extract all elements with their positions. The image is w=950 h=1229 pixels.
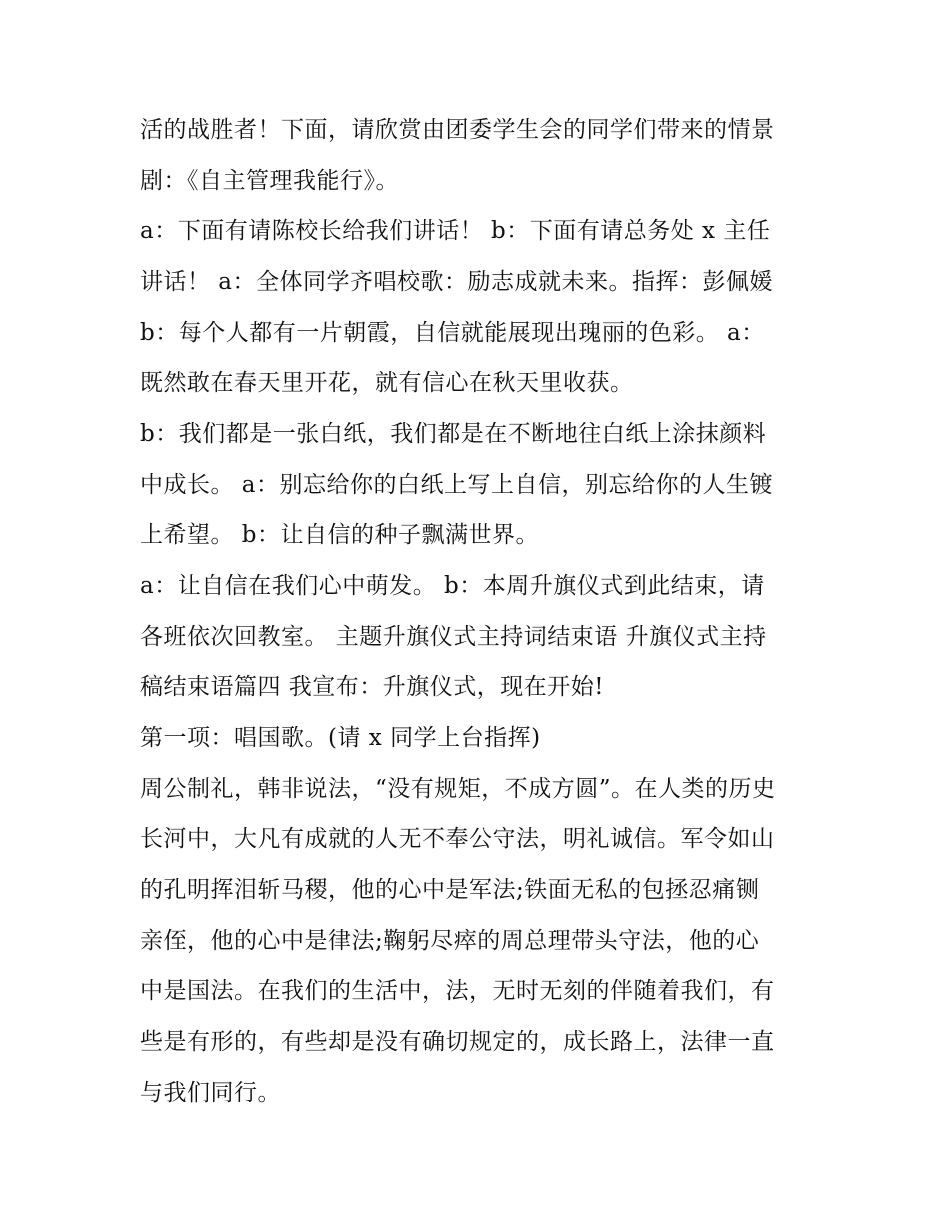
text-line: 活的战胜者！下面，请欣赏由团委学生会的同学们带来的情景 (140, 117, 775, 143)
text-line: 中成长。 a：别忘给你的白纸上写上自信，别忘给你的人生镀 (140, 472, 774, 498)
text-line: 稿结束语篇四 我宣布：升旗仪式，现在开始! (140, 674, 605, 700)
text-line: 剧：《自主管理我能行》。 (140, 168, 399, 194)
text-line: 讲话！ a：全体同学齐唱校歌：励志成就未来。指挥：彭佩媛 (140, 269, 774, 295)
text-line: 亲侄，他的心中是律法;鞠躬尽瘁的周总理带头守法，他的心 (140, 928, 760, 954)
text-line: 与我们同行。 (140, 1080, 281, 1106)
text-line: 中是国法。在我们的生活中，法，无时无刻的伴随着我们，有 (140, 978, 775, 1004)
text-line: b：我们都是一张白纸，我们都是在不断地往白纸上涂抹颜料 (140, 421, 767, 447)
text-line: 周公制礼，韩非说法，“没有规矩，不成方圆”。在人类的历史 (140, 776, 776, 802)
text-line: b：每个人都有一片朝霞，自信就能展现出瑰丽的色彩。 a： (140, 320, 765, 346)
text-line: 些是有形的，有些却是没有确切规定的，成长路上，法律一直 (140, 1029, 775, 1055)
text-line: a：让自信在我们心中萌发。 b：本周升旗仪式到此结束，请 (140, 573, 765, 599)
text-line: 各班依次回教室。 主题升旗仪式主持词结束语 升旗仪式主持 (140, 624, 767, 650)
text-line: 上希望。 b：让自信的种子飘满世界。 (140, 522, 540, 548)
text-line: 既然敢在春天里开花，就有信心在秋天里收获。 (140, 370, 634, 396)
text-line: 长河中，大凡有成就的人无不奉公守法，明礼诚信。军令如山 (140, 826, 775, 852)
text-line: 第一项：唱国歌。(请 x 同学上台指挥) (140, 725, 541, 751)
text-line: 的孔明挥泪斩马稷，他的心中是军法;铁面无私的包拯忍痛铡 (140, 877, 760, 903)
text-line: a：下面有请陈校长给我们讲话！ b：下面有请总务处 x 主任 (140, 218, 771, 244)
